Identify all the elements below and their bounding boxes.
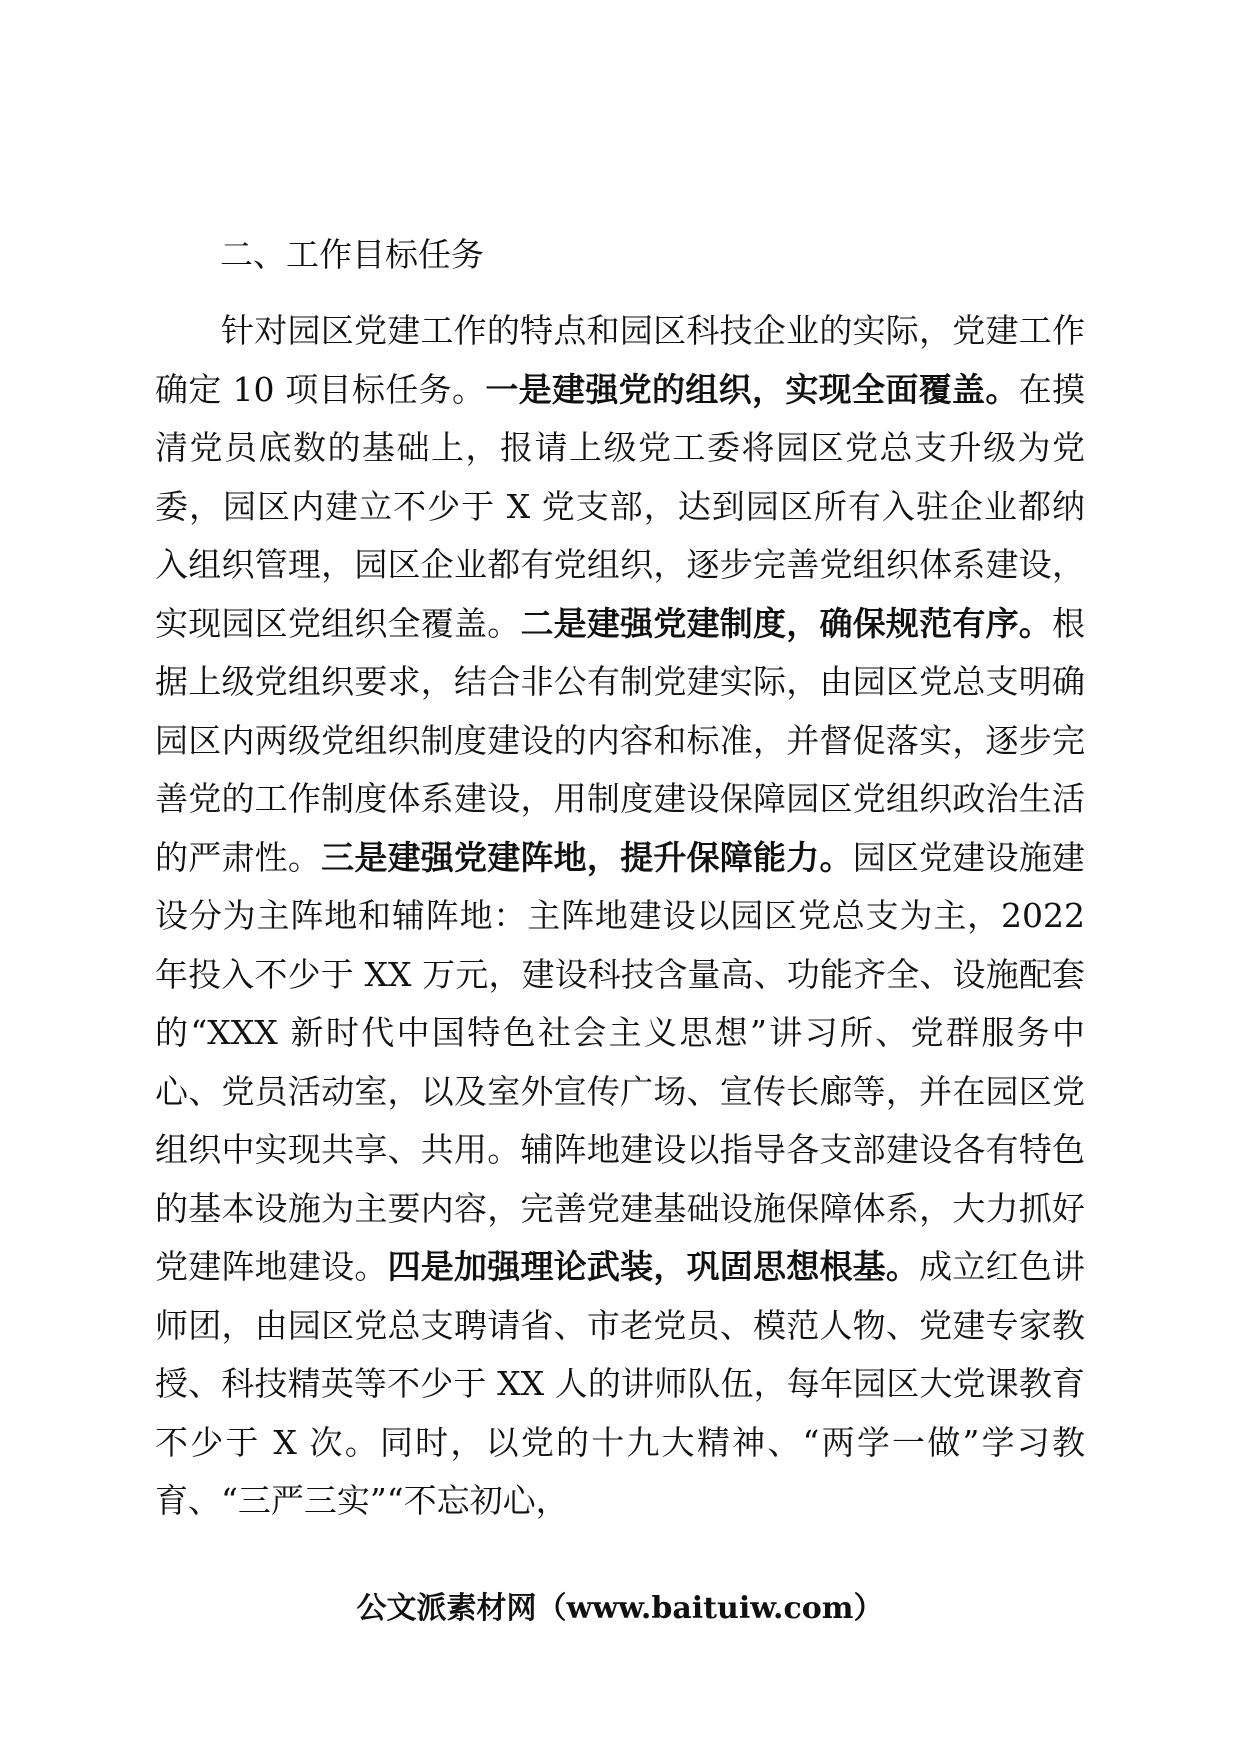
paragraph-run-bold: 一是建强党的组织，实现全面覆盖。 — [485, 369, 1019, 409]
paragraph-run-bold: 四是加强理论武装，巩固思想根基。 — [387, 1247, 920, 1286]
paragraph-run-bold: 三是建强党建阵地，提升保障能力。 — [321, 837, 853, 877]
paragraph-run: 根据上级党组织要求，结合非公有制党建实际，由园区党总支明确园区内两级党组织制度建设的内容和标准，并督促落实，逐步完善党的工作制度体系建设，用制度建设保障园区党组织政治生活的严肃性。 — [155, 603, 1086, 877]
paragraph-run: 在摸清党员底数的基础上，报请上级党工委将园区党总支升级为党委，园区内建立不少于 X 党支部，达到园区所有入驻企业都纳入组织管理，园区企业都有党组织，逐步完善党组织体系建设，实现园区党组织全覆盖。 — [155, 369, 1085, 643]
body-paragraph — [155, 302, 1085, 1531]
paragraph-run: 园区党建设施建设分为主阵地和辅阵地：主阵地建设以园区党总支为主，2022 年投入不少于 XX 万元，建设科技含量高、功能齐全、设施配套的“XXX 新时代中国特色社会主义思想”讲习所、党群服务中心、党员活动室，以及室外宣传广场、宣传长廊等，并在园区党组织中实现共享、共用。辅阵地建设以指导各支部建设各有特色的基本设施为主要内容，完善党建基础设施保障体系，大力抓好党建阵地建设。 — [155, 837, 1086, 1286]
paragraph-run: 针对园区党建工作的特点和园区科技企业的实际，党建工作确定 10 项目标任务。 — [155, 311, 1085, 409]
section-heading: 二、工作目标任务 — [220, 235, 484, 274]
paragraph-run-bold: 二是建强党建制度，确保规范有序。 — [520, 603, 1053, 643]
footer-watermark: 公文派素材网（www.baituiw.com） — [356, 1591, 884, 1626]
paragraph-run: 成立红色讲师团，由园区党总支聘请省、市老党员、模范人物、党建专家教授、科技精英等不少于 XX 人的讲师队伍，每年园区大党课教育不少于 X 次。同时，以党的十九大精神、“两学一做”学习教育、“三严三实”“不忘初心， — [155, 1247, 1086, 1520]
